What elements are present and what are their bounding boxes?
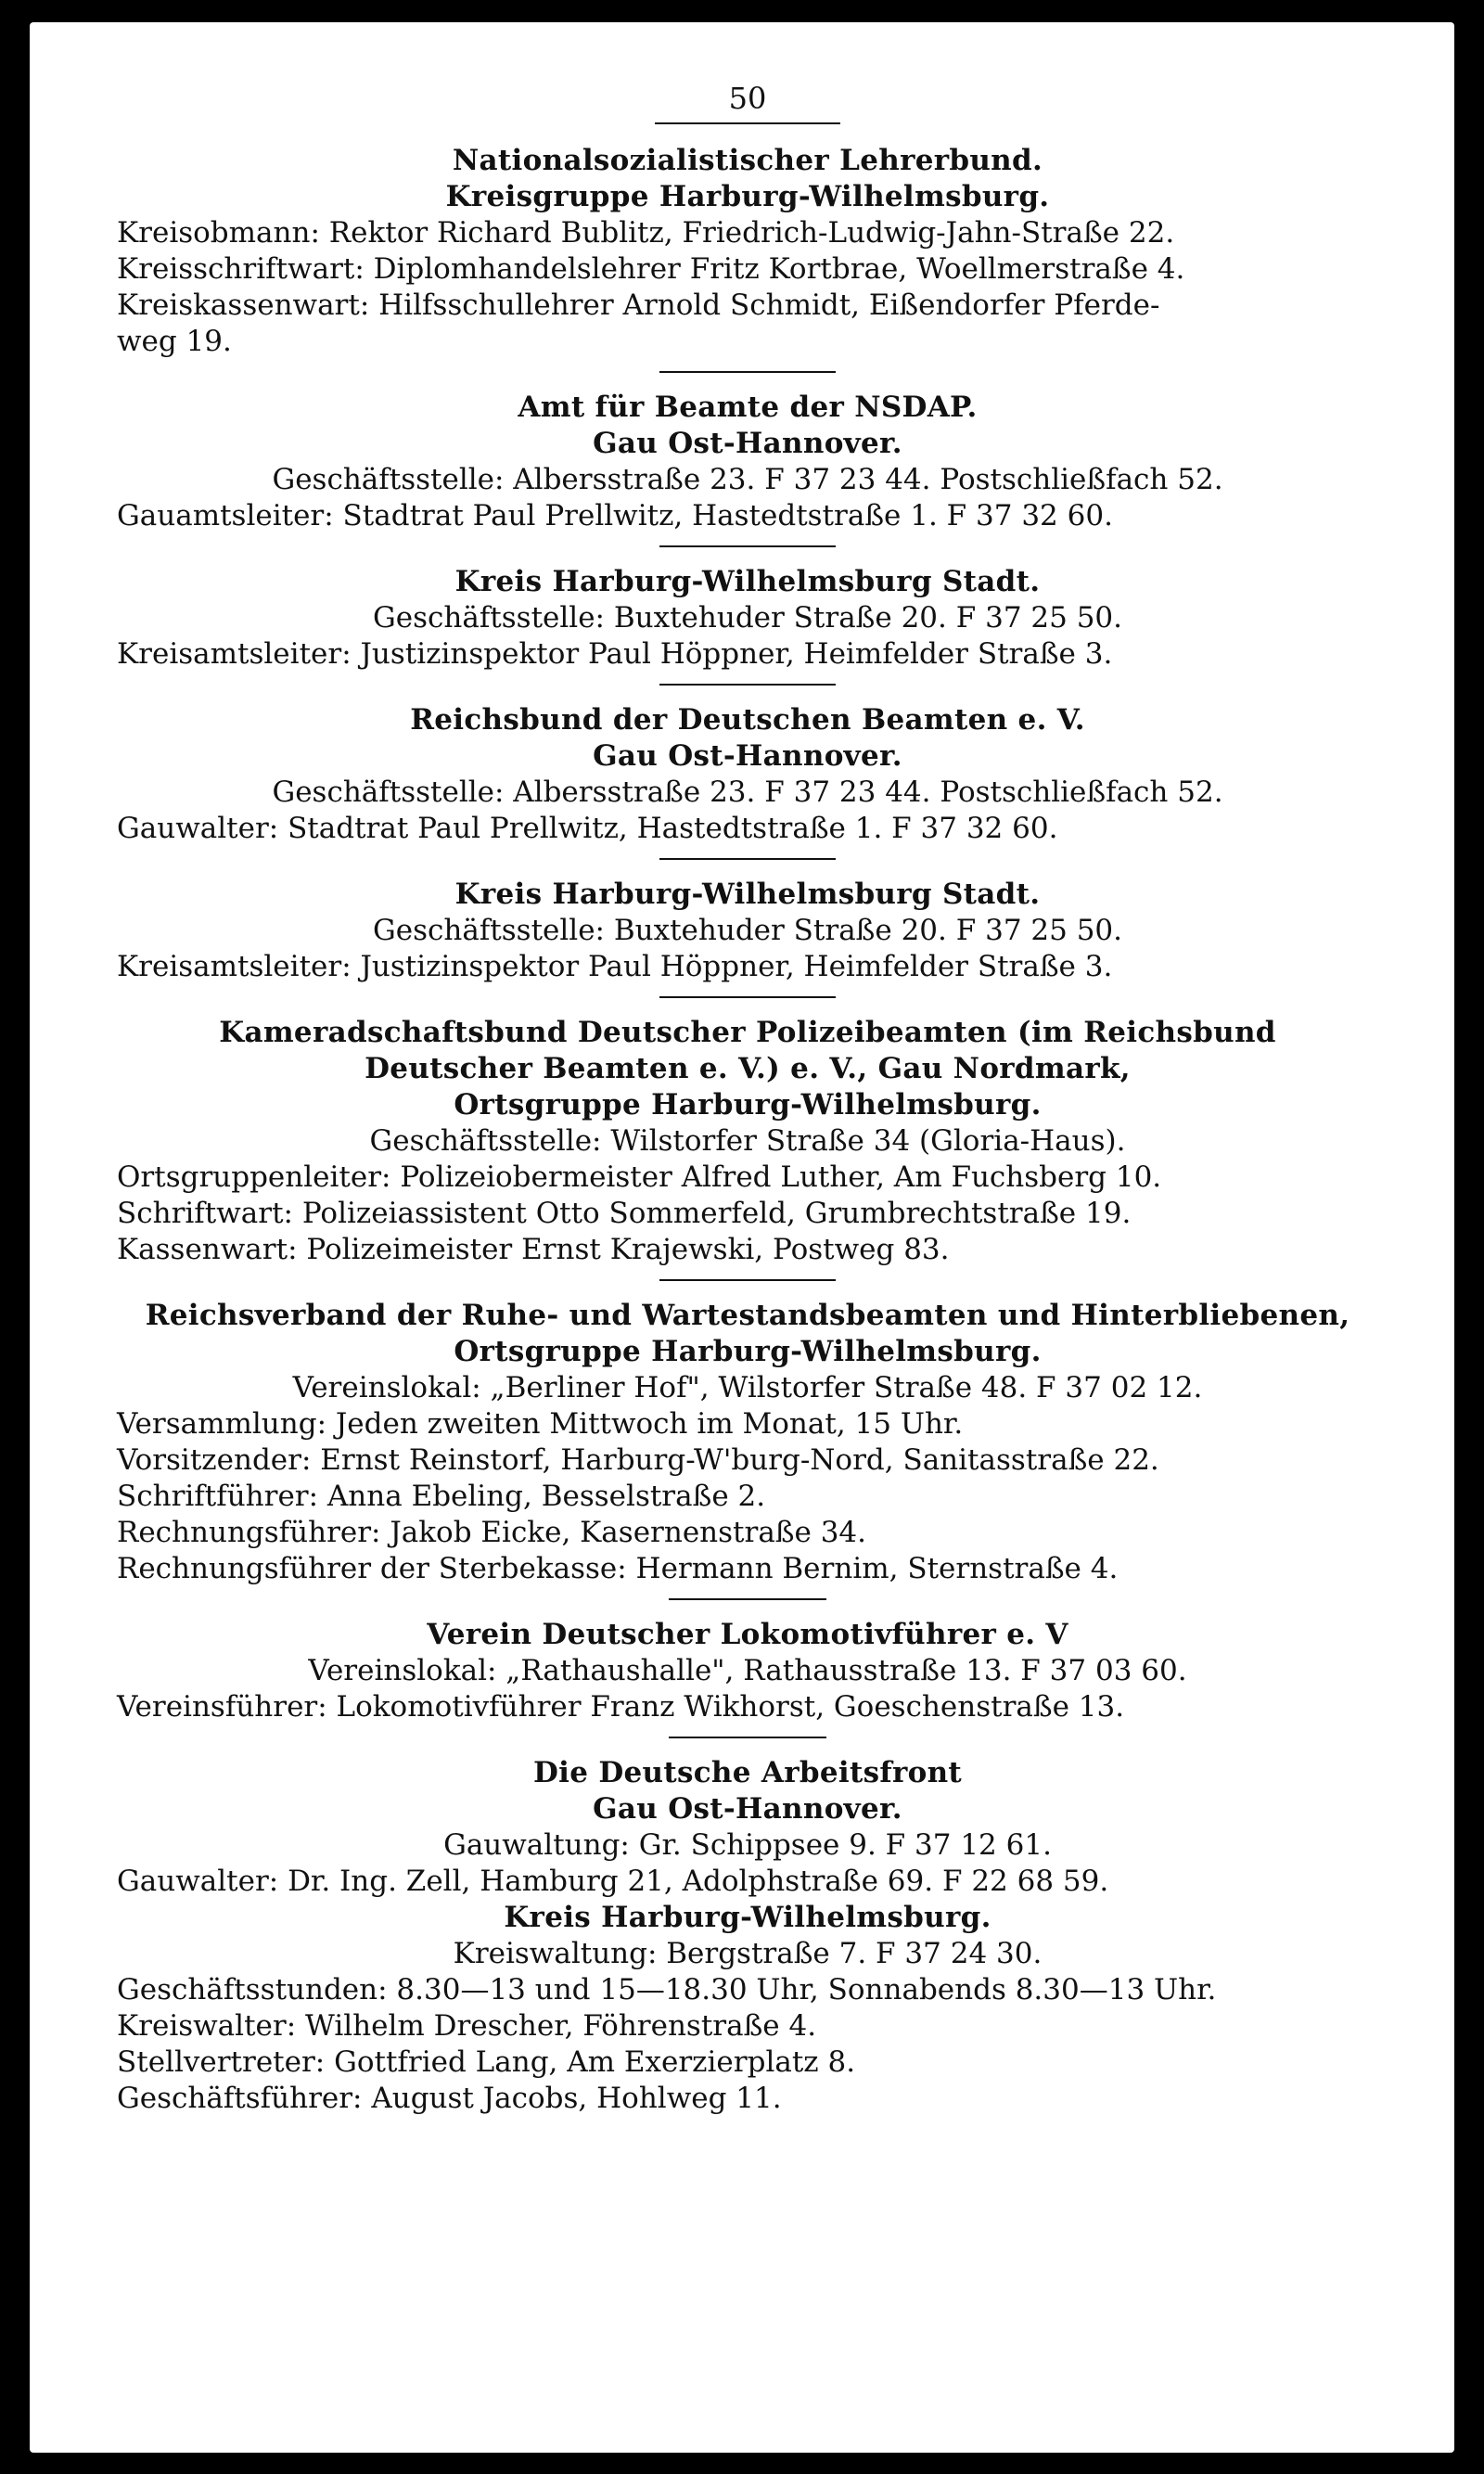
section-subheading: Ortsgruppe Harburg-Wilhelmsburg. <box>454 1335 1042 1368</box>
entry-line: Geschäftsstelle: Albersstraße 23. F 37 23 44. Postschließfach 52. <box>272 463 1223 496</box>
section-heading: Nationalsozialistischer Lehrerbund. <box>452 144 1043 177</box>
section-heading: Kreis Harburg-Wilhelmsburg. <box>504 1901 991 1934</box>
entry-line: Gauwalter: Dr. Ing. Zell, Hamburg 21, Adolphstraße 69. F 22 68 59. <box>117 1865 1109 1898</box>
section-heading: Kreis Harburg-Wilhelmsburg Stadt. <box>454 565 1041 598</box>
entry-line: Geschäftsführer: August Jacobs, Hohlweg 11. <box>117 2082 782 2115</box>
section-subheading: Gau Ost-Hannover. <box>593 739 902 773</box>
section-kreis-stadt-1 <box>117 564 1378 673</box>
section-kreis-stadt-2 <box>117 877 1378 985</box>
section-heading: Kreis Harburg-Wilhelmsburg Stadt. <box>454 878 1041 911</box>
entry-line: Vereinslokal: „Berliner Hof", Wilstorfer Straße 48. F 37 02 12. <box>292 1371 1203 1404</box>
section-subheading: Gau Ost-Hannover. <box>593 1792 902 1826</box>
section-heading: Verein Deutscher Lokomotivführer e. V <box>427 1618 1068 1651</box>
section-subheading: Gau Ost-Hannover. <box>593 427 902 460</box>
section-heading: Amt für Beamte der NSDAP. <box>518 391 978 424</box>
section-amt-fuer-beamte <box>117 390 1378 534</box>
page-number-rule <box>655 122 840 124</box>
entry-line: Vereinsführer: Lokomotivführer Franz Wikhorst, Goeschenstraße 13. <box>117 1690 1125 1724</box>
entry-line: Geschäftsstunden: 8.30—13 und 15—18.30 Uhr, Sonnabends 8.30—13 Uhr. <box>117 1973 1217 2006</box>
entry-line: Gauamtsleiter: Stadtrat Paul Prellwitz, Hastedtstraße 1. F 37 32 60. <box>117 499 1113 532</box>
entry-line: Kreiswaltung: Bergstraße 7. F 37 24 30. <box>453 1937 1043 1970</box>
entry-line: Kassenwart: Polizeimeister Ernst Krajewski, Postweg 83. <box>117 1233 950 1266</box>
entry-line: Kreisobmann: Rektor Richard Bublitz, Friedrich-Ludwig-Jahn-Straße 22. <box>117 216 1175 250</box>
entry-line: Gauwalter: Stadtrat Paul Prellwitz, Hastedtstraße 1. F 37 32 60. <box>117 812 1058 845</box>
document-page <box>30 22 1454 2453</box>
section-divider <box>669 1598 826 1600</box>
section-heading: Reichsbund der Deutschen Beamten e. V. <box>410 703 1085 737</box>
section-lokomotivfuehrer <box>117 1617 1378 1725</box>
entry-line: Schriftwart: Polizeiassistent Otto Sommerfeld, Grumbrechtstraße 19. <box>117 1197 1132 1230</box>
section-divider <box>659 371 836 373</box>
section-reichsbund-beamten <box>117 702 1378 847</box>
entry-line: weg 19. <box>117 325 232 358</box>
entry-line: Kreiskassenwart: Hilfsschullehrer Arnold Schmidt, Eißendorfer Pferde- <box>117 288 1160 322</box>
entry-line: Geschäftsstelle: Buxtehuder Straße 20. F 37 25 50. <box>373 601 1122 635</box>
section-kameradschaftsbund <box>117 1015 1378 1268</box>
entry-line: Rechnungsführer: Jakob Eicke, Kasernenstraße 34. <box>117 1516 867 1549</box>
entry-line: Kreisamtsleiter: Justizinspektor Paul Höppner, Heimfelder Straße 3. <box>117 950 1113 983</box>
section-subheading: Ortsgruppe Harburg-Wilhelmsburg. <box>454 1088 1042 1122</box>
page-number: 50 <box>728 81 767 116</box>
section-divider <box>659 545 836 547</box>
section-divider <box>669 1737 826 1738</box>
entry-line: Ortsgruppenleiter: Polizeiobermeister Alfred Luther, Am Fuchsberg 10. <box>117 1160 1162 1194</box>
entry-line: Geschäftsstelle: Buxtehuder Straße 20. F 37 25 50. <box>373 914 1122 947</box>
entry-line: Geschäftsstelle: Wilstorfer Straße 34 (Gloria-Haus). <box>369 1124 1126 1158</box>
section-divider <box>659 684 836 686</box>
section-heading-cont: Deutscher Beamten e. V.) e. V., Gau Nordmark, <box>365 1052 1131 1085</box>
entry-line: Kreisschriftwart: Diplomhandelslehrer Fritz Kortbrae, Woellmerstraße 4. <box>117 252 1185 286</box>
section-reichsverband <box>117 1298 1378 1587</box>
section-heading: Kameradschaftsbund Deutscher Polizeibeamten (im Reichsbund <box>219 1016 1276 1049</box>
entry-line: Kreisamtsleiter: Justizinspektor Paul Höppner, Heimfelder Straße 3. <box>117 637 1113 671</box>
section-divider <box>659 996 836 998</box>
section-ns-lehrerbund <box>117 143 1378 360</box>
entry-line: Schriftführer: Anna Ebeling, Besselstraße 2. <box>117 1480 766 1513</box>
section-arbeitsfront <box>117 1755 1378 1900</box>
entry-line: Vereinslokal: „Rathaushalle", Rathausstraße 13. F 37 03 60. <box>308 1654 1187 1687</box>
entry-line: Vorsitzender: Ernst Reinstorf, Harburg-W'burg-Nord, Sanitasstraße 22. <box>117 1443 1159 1477</box>
entry-line: Versammlung: Jeden zweiten Mittwoch im Monat, 15 Uhr. <box>117 1407 964 1441</box>
entry-line: Gauwaltung: Gr. Schippsee 9. F 37 12 61. <box>443 1828 1052 1862</box>
section-heading: Reichsverband der Ruhe- und Wartestandsbeamten und Hinterbliebenen, <box>145 1299 1350 1332</box>
entry-line: Geschäftsstelle: Albersstraße 23. F 37 23 44. Postschließfach 52. <box>272 776 1223 809</box>
section-divider <box>659 858 836 860</box>
entry-line: Rechnungsführer der Sterbekasse: Hermann Bernim, Sternstraße 4. <box>117 1552 1119 1585</box>
entry-line: Kreiswalter: Wilhelm Drescher, Föhrenstraße 4. <box>117 2009 817 2043</box>
section-heading: Die Deutsche Arbeitsfront <box>532 1756 963 1789</box>
section-kreis-daf <box>117 1900 1378 2117</box>
page-content <box>117 80 1378 2117</box>
entry-line: Stellvertreter: Gottfried Lang, Am Exerzierplatz 8. <box>117 2045 856 2079</box>
section-subheading: Kreisgruppe Harburg-Wilhelmsburg. <box>445 180 1050 213</box>
section-divider <box>659 1279 836 1281</box>
